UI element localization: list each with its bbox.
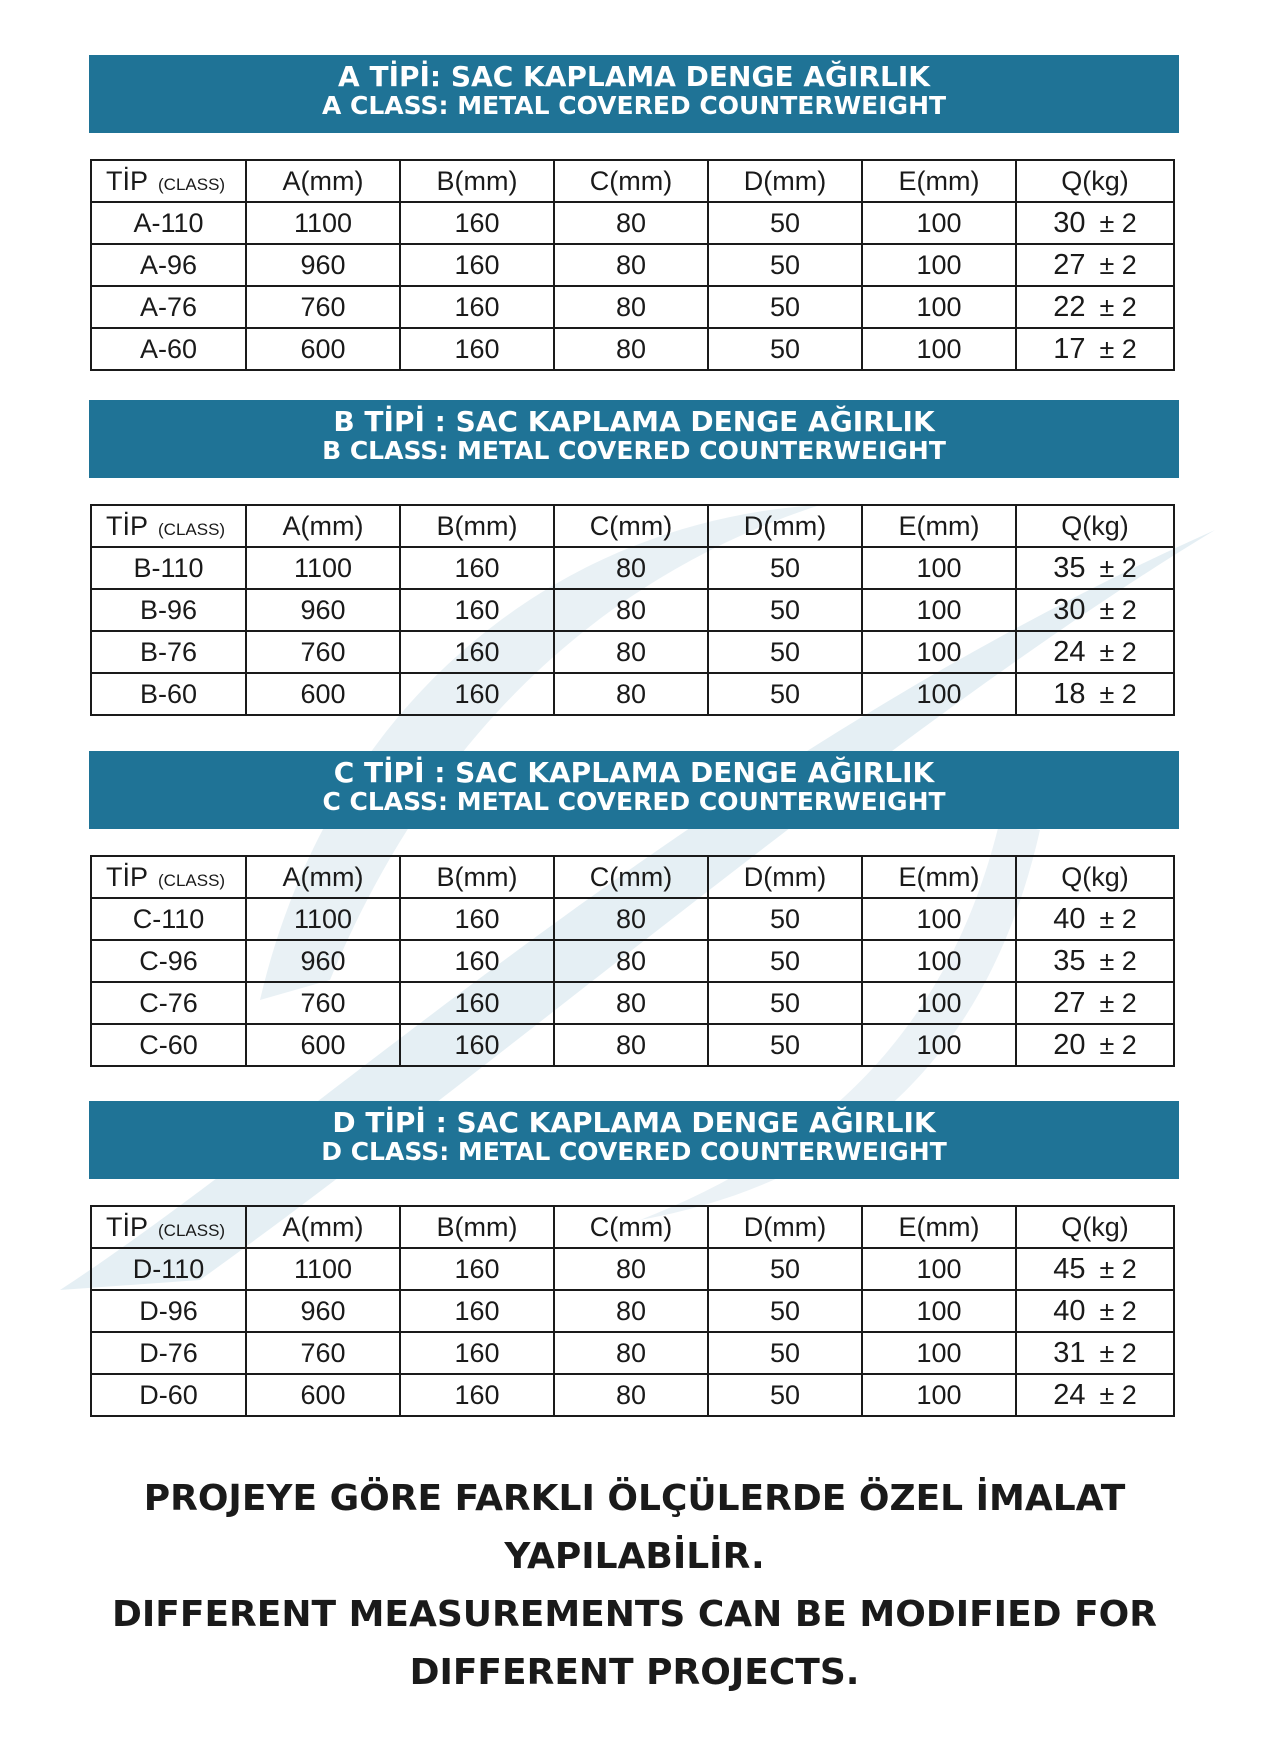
cell-e: 100 [862,982,1016,1024]
cell-a: 1100 [246,202,400,244]
cell-a: 960 [246,244,400,286]
section-d [89,1101,1179,1425]
cell-b: 160 [400,1248,554,1290]
cell-d: 50 [708,1374,862,1416]
table-row [91,1332,1174,1374]
cell-d: 50 [708,631,862,673]
header-e: E(mm) [862,1206,1016,1248]
section-a-table [90,159,1175,371]
section-d-title-en: D CLASS: METAL COVERED COUNTERWEIGHT [321,1137,947,1166]
table-row [91,328,1174,370]
cell-e: 100 [862,673,1016,715]
header-q: Q(kg) [1016,1206,1174,1248]
header-a: A(mm) [246,1206,400,1248]
cell-b: 160 [400,1024,554,1066]
cell-c: 80 [554,940,708,982]
header-d: D(mm) [708,160,862,202]
header-c: C(mm) [554,1206,708,1248]
cell-b: 160 [400,1374,554,1416]
cell-q: 18 ± 2 [1016,673,1174,715]
cell-c: 80 [554,631,708,673]
cell-c: 80 [554,982,708,1024]
header-b: B(mm) [400,160,554,202]
cell-b: 160 [400,940,554,982]
cell-d: 50 [708,328,862,370]
cell-tip: C-76 [91,982,246,1024]
footer-en-line1: DIFFERENT MEASUREMENTS CAN BE MODIFIED FOR [111,1594,1158,1635]
cell-tip: B-110 [91,547,246,589]
cell-c: 80 [554,589,708,631]
cell-tip: D-110 [91,1248,246,1290]
section-c-banner [89,751,1179,829]
cell-d: 50 [708,940,862,982]
cell-tip: B-60 [91,673,246,715]
cell-c: 80 [554,1248,708,1290]
cell-d: 50 [708,1332,862,1374]
cell-b: 160 [400,1332,554,1374]
cell-q: 27 ± 2 [1016,982,1174,1024]
table-row [91,631,1174,673]
cell-b: 160 [400,244,554,286]
header-tip: TİP (CLASS) [91,505,246,547]
cell-c: 80 [554,547,708,589]
cell-c: 80 [554,1290,708,1332]
table-row [91,1248,1174,1290]
cell-d: 50 [708,286,862,328]
cell-q: 20 ± 2 [1016,1024,1174,1066]
table-row [91,547,1174,589]
cell-b: 160 [400,589,554,631]
header-d: D(mm) [708,505,862,547]
cell-e: 100 [862,244,1016,286]
table-row [91,982,1174,1024]
cell-c: 80 [554,673,708,715]
header-d: D(mm) [708,1206,862,1248]
header-c: C(mm) [554,160,708,202]
cell-b: 160 [400,982,554,1024]
table-row [91,286,1174,328]
cell-b: 160 [400,328,554,370]
header-c: C(mm) [554,856,708,898]
table-row [91,898,1174,940]
cell-a: 600 [246,1374,400,1416]
cell-b: 160 [400,898,554,940]
cell-b: 160 [400,286,554,328]
cell-q: 22 ± 2 [1016,286,1174,328]
cell-b: 160 [400,547,554,589]
table-header-row [91,1206,1174,1248]
cell-a: 760 [246,631,400,673]
cell-q: 31 ± 2 [1016,1332,1174,1374]
cell-e: 100 [862,547,1016,589]
header-tip: TİP (CLASS) [91,1206,246,1248]
cell-a: 600 [246,673,400,715]
table-header-row [91,856,1174,898]
cell-e: 100 [862,1024,1016,1066]
cell-d: 50 [708,244,862,286]
cell-e: 100 [862,940,1016,982]
table-row [91,1024,1174,1066]
section-a-title-tr: A TİPİ: SAC KAPLAMA DENGE AĞIRLIK [338,60,930,93]
cell-c: 80 [554,1024,708,1066]
cell-a: 1100 [246,898,400,940]
cell-e: 100 [862,589,1016,631]
header-b: B(mm) [400,1206,554,1248]
cell-b: 160 [400,202,554,244]
cell-tip: A-76 [91,286,246,328]
header-b: B(mm) [400,856,554,898]
cell-tip: C-60 [91,1024,246,1066]
cell-d: 50 [708,1248,862,1290]
table-row [91,1374,1174,1416]
cell-d: 50 [708,589,862,631]
cell-e: 100 [862,631,1016,673]
cell-q: 24 ± 2 [1016,631,1174,673]
section-b [89,400,1179,724]
cell-a: 1100 [246,547,400,589]
section-d-table [90,1205,1175,1417]
cell-q: 45 ± 2 [1016,1248,1174,1290]
cell-e: 100 [862,1290,1016,1332]
cell-e: 100 [862,286,1016,328]
cell-d: 50 [708,982,862,1024]
cell-b: 160 [400,673,554,715]
cell-d: 50 [708,1290,862,1332]
header-a: A(mm) [246,505,400,547]
header-q: Q(kg) [1016,160,1174,202]
table-row [91,589,1174,631]
cell-a: 960 [246,589,400,631]
table-row [91,1290,1174,1332]
footer-tr-line1: PROJEYE GÖRE FARKLI ÖLÇÜLERDE ÖZEL İMALAT [143,1478,1126,1519]
footer-en-line2: DIFFERENT PROJECTS. [409,1652,860,1693]
cell-e: 100 [862,898,1016,940]
header-d: D(mm) [708,856,862,898]
cell-c: 80 [554,202,708,244]
header-e: E(mm) [862,160,1016,202]
section-c-table [90,855,1175,1067]
table-header-row [91,505,1174,547]
header-tip: TİP (CLASS) [91,160,246,202]
cell-tip: B-96 [91,589,246,631]
header-e: E(mm) [862,505,1016,547]
cell-q: 30 ± 2 [1016,589,1174,631]
cell-q: 35 ± 2 [1016,940,1174,982]
cell-e: 100 [862,328,1016,370]
cell-c: 80 [554,244,708,286]
section-b-title-en: B CLASS: METAL COVERED COUNTERWEIGHT [322,436,946,465]
cell-q: 30 ± 2 [1016,202,1174,244]
section-b-banner [89,400,1179,478]
cell-c: 80 [554,1374,708,1416]
header-a: A(mm) [246,856,400,898]
cell-tip: A-96 [91,244,246,286]
cell-d: 50 [708,547,862,589]
header-c: C(mm) [554,505,708,547]
cell-e: 100 [862,1332,1016,1374]
table-row [91,940,1174,982]
section-d-banner [89,1101,1179,1179]
table-header-row [91,160,1174,202]
cell-q: 24 ± 2 [1016,1374,1174,1416]
section-d-title-tr: D TİPİ : SAC KAPLAMA DENGE AĞIRLIK [332,1106,936,1139]
cell-b: 160 [400,1290,554,1332]
section-c-title-en: C CLASS: METAL COVERED COUNTERWEIGHT [322,787,946,816]
cell-q: 40 ± 2 [1016,1290,1174,1332]
cell-a: 960 [246,1290,400,1332]
cell-a: 1100 [246,1248,400,1290]
section-c [89,751,1179,1075]
cell-c: 80 [554,898,708,940]
cell-e: 100 [862,1248,1016,1290]
cell-q: 35 ± 2 [1016,547,1174,589]
cell-tip: A-110 [91,202,246,244]
cell-d: 50 [708,202,862,244]
cell-tip: B-76 [91,631,246,673]
cell-a: 960 [246,940,400,982]
cell-d: 50 [708,898,862,940]
cell-a: 600 [246,328,400,370]
section-a-banner [89,55,1179,133]
section-c-title-tr: C TİPİ : SAC KAPLAMA DENGE AĞIRLIK [333,756,935,789]
footer-tr-line2: YAPILABİLİR. [504,1536,765,1577]
cell-d: 50 [708,1024,862,1066]
cell-c: 80 [554,286,708,328]
header-b: B(mm) [400,505,554,547]
table-row [91,202,1174,244]
cell-tip: C-110 [91,898,246,940]
header-q: Q(kg) [1016,856,1174,898]
cell-e: 100 [862,1374,1016,1416]
cell-tip: C-96 [91,940,246,982]
cell-a: 760 [246,286,400,328]
cell-d: 50 [708,673,862,715]
cell-c: 80 [554,1332,708,1374]
cell-b: 160 [400,631,554,673]
table-row [91,673,1174,715]
cell-a: 600 [246,1024,400,1066]
section-b-title-tr: B TİPİ : SAC KAPLAMA DENGE AĞIRLIK [333,405,935,438]
cell-a: 760 [246,1332,400,1374]
cell-tip: D-96 [91,1290,246,1332]
cell-e: 100 [862,202,1016,244]
cell-q: 40 ± 2 [1016,898,1174,940]
header-tip: TİP (CLASS) [91,856,246,898]
section-a [89,55,1179,379]
table-row [91,244,1174,286]
cell-tip: D-60 [91,1374,246,1416]
header-e: E(mm) [862,856,1016,898]
cell-q: 27 ± 2 [1016,244,1174,286]
header-a: A(mm) [246,160,400,202]
cell-a: 760 [246,982,400,1024]
cell-q: 17 ± 2 [1016,328,1174,370]
section-b-table [90,504,1175,716]
header-q: Q(kg) [1016,505,1174,547]
footer-note [0,1470,1269,1702]
cell-tip: A-60 [91,328,246,370]
section-a-title-en: A CLASS: METAL COVERED COUNTERWEIGHT [321,91,947,120]
cell-c: 80 [554,328,708,370]
cell-tip: D-76 [91,1332,246,1374]
